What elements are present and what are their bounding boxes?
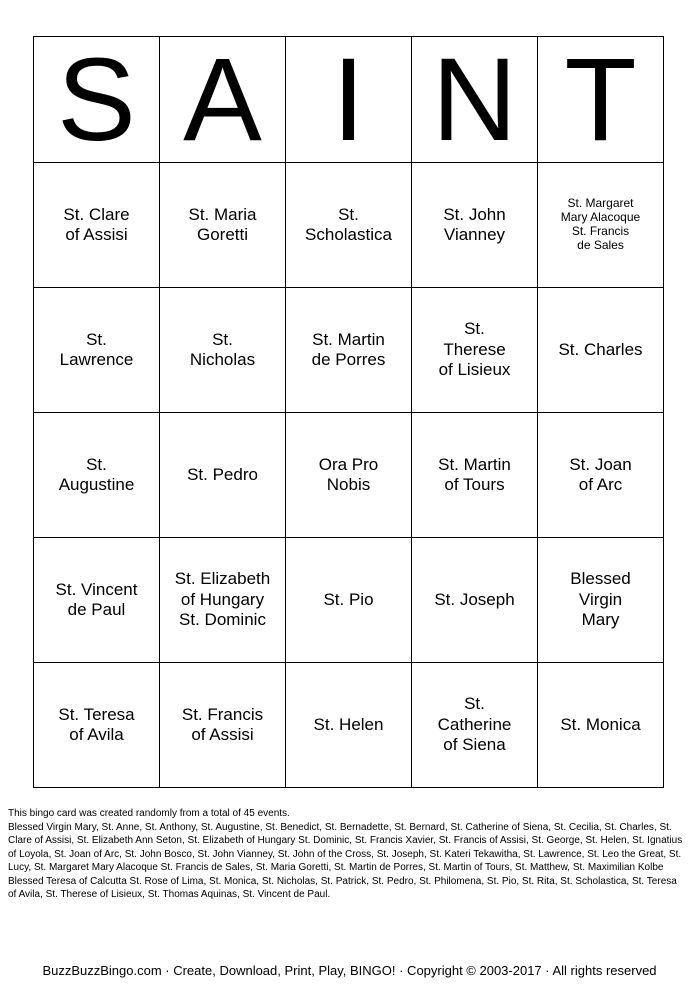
card-cell[interactable]	[538, 663, 664, 788]
card-cell[interactable]	[286, 663, 412, 788]
card-row-3	[34, 413, 664, 538]
header-letter-n: N	[412, 37, 538, 163]
header-letter-s: S	[34, 37, 160, 163]
header-letter-a: A	[160, 37, 286, 163]
card-cell[interactable]	[286, 538, 412, 663]
cell-label: St. Charles	[558, 339, 643, 359]
card-cell[interactable]	[412, 663, 538, 788]
cell-label: St. Monica	[560, 714, 641, 734]
info-event-list: Blessed Virgin Mary, St. Anne, St. Anthony, St. Augustine, St. Benedict, St. Bernadette, St. Bernard, St. Catherine of Siena, St. Cecilia, St. Charles, St. Clare of Assisi, St. Elizabeth Ann Seton, St. Elizabeth of Hungary St. Dominic, St. Francis Xavier, St. Francis of Assisi, St. George, St. Helen, St. Ignatius of Loyola, St. Joan of Arc, St. John Bosco, St. John Vianney, St. John of the Cross, St. Joseph, St. Kateri Tekawitha, St. Lawrence, St. Leo the Great, St. Lucy, St. Margaret Mary Alacoque St. Francis de Sales, St. Maria Goretti, St. Martin de Porres, St. Martin of Tours, St. Matthew, St. Maximilian Kolbe Blessed Teresa of Calcutta St. Rose of Lima, St. Monica, St. Nicholas, St. Patrick, St. Pedro, St. Philomena, St. Pio, St. Rita, St. Scholastica, St. Teresa of Avila, St. Therese of Lisieux, St. Thomas Aquinas, St. Vincent de Paul.	[8, 821, 683, 900]
cell-label: St. Augustine	[58, 454, 135, 494]
cell-label: St. Nicholas	[189, 329, 256, 369]
card-row-2	[34, 288, 664, 413]
cell-label: St. Martin of Tours	[438, 454, 511, 494]
cell-label: St. Francis of Assisi	[181, 704, 264, 744]
cell-label: St. Joan of Arc	[569, 454, 632, 494]
cell-label: Ora Pro Nobis	[318, 454, 379, 494]
card-cell[interactable]	[412, 163, 538, 288]
cell-label: St. Catherine of Siena	[437, 694, 512, 755]
cell-label: St. Margaret Mary Alacoque St. Francis de Sales	[560, 196, 641, 252]
card-cell[interactable]	[160, 538, 286, 663]
card-cell[interactable]	[412, 538, 538, 663]
card-cell[interactable]	[286, 413, 412, 538]
bingo-card	[33, 33, 664, 788]
card-cell[interactable]	[160, 663, 286, 788]
cell-label: St. Vincent de Paul	[55, 579, 138, 619]
cell-label: St. Pedro	[187, 464, 258, 484]
cell-label: St. Helen	[313, 714, 384, 734]
header-letter-t: T	[538, 37, 664, 163]
card-cell[interactable]	[412, 288, 538, 413]
card-info	[8, 807, 684, 902]
card-cell[interactable]	[160, 413, 286, 538]
cell-label: Blessed Virgin Mary	[570, 569, 631, 630]
footer-copyright: BuzzBuzzBingo.com · Create, Download, Print, Play, BINGO! · Copyright © 2003-2017 · All rights reserved	[42, 963, 657, 978]
card-row-1	[34, 163, 664, 288]
cell-label: St. Therese of Lisieux	[438, 319, 511, 380]
cell-label: St. Joseph	[434, 589, 515, 609]
card-cell[interactable]	[538, 413, 664, 538]
cell-label: St. Martin de Porres	[311, 329, 386, 369]
card-cell[interactable]	[286, 288, 412, 413]
cell-label: St. Pio	[323, 589, 374, 609]
cell-label: St. Lawrence	[59, 329, 134, 369]
card-cell[interactable]	[538, 538, 664, 663]
card-cell[interactable]	[412, 413, 538, 538]
cell-label: St. John Vianney	[443, 204, 506, 244]
card-cell[interactable]	[286, 163, 412, 288]
cell-label: St. Elizabeth of Hungary St. Dominic	[174, 569, 271, 630]
card-cell[interactable]	[538, 163, 664, 288]
card-cell[interactable]	[538, 288, 664, 413]
card-cell[interactable]	[34, 538, 160, 663]
card-row-4	[34, 538, 664, 663]
card-cell[interactable]	[34, 288, 160, 413]
card-cell[interactable]	[34, 163, 160, 288]
card-row-5	[34, 663, 664, 788]
header-row	[34, 37, 664, 163]
card-cell[interactable]	[160, 288, 286, 413]
cell-label: St. Scholastica	[305, 204, 392, 244]
info-summary: This bingo card was created randomly from a total of 45 events.	[8, 808, 290, 819]
header-letter-i: I	[286, 37, 412, 163]
cell-label: St. Maria Goretti	[188, 204, 257, 244]
card-cell[interactable]	[160, 163, 286, 288]
card-cell[interactable]	[34, 413, 160, 538]
card-cell[interactable]	[34, 663, 160, 788]
cell-label: St. Teresa of Avila	[58, 704, 135, 744]
cell-label: St. Clare of Assisi	[63, 204, 130, 244]
